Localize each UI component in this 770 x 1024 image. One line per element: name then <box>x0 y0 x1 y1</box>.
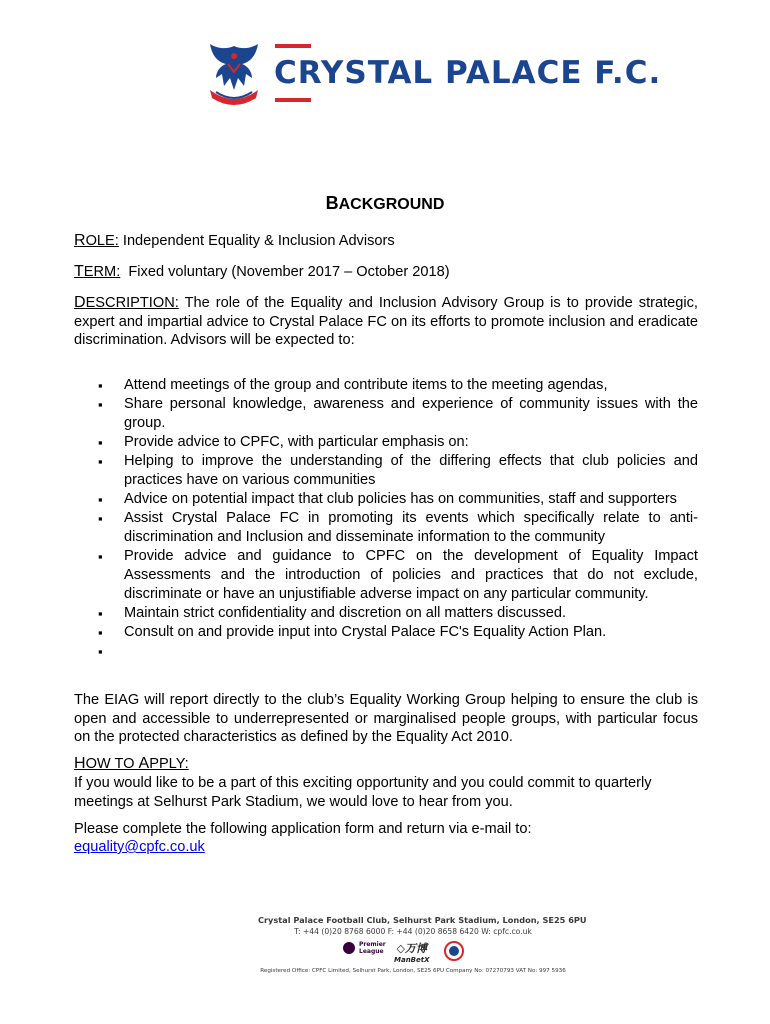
list-item: ▪ Maintain strict confidentiality and discretion on all matters discussed. <box>74 604 698 623</box>
term-label: TERM: <box>74 263 121 280</box>
list-item-empty <box>74 642 698 661</box>
logo-bar-top <box>275 44 311 48</box>
list-item: ▪ Assist Crystal Palace FC in promoting its events which specifically relate to anti-discrimination and Inclusion and disseminate information to the community <box>74 509 698 547</box>
description-paragraph <box>74 294 698 350</box>
list-item: ▪ Advice on potential impact that club policies has on communities, staff and supporters <box>74 490 698 509</box>
list-item: ▪ Share personal knowledge, awareness and experience of community issues with the group. <box>74 395 698 433</box>
term-line <box>74 263 450 281</box>
description-text: The role of the Equality and Inclusion Advisory Group is to provide strategic, expert and impartial advice to Crystal Palace FC on its efforts to promote inclusion and eradicate discrimination. Advisors will be expected to: <box>74 295 698 348</box>
club-logo <box>206 42 662 108</box>
how-to-apply-heading: HOW TO APPLY: <box>74 755 189 772</box>
lion-icon <box>342 940 356 956</box>
page-footer <box>258 915 587 974</box>
role-line <box>74 232 395 250</box>
list-item: ▪ Helping to improve the understanding of the differing effects that club policies and practices have on various communities <box>74 452 698 490</box>
eiag-paragraph: The EIAG will report directly to the club’s Equality Working Group helping to ensure the club is open and accessible to underrepresented or marginalised people groups, with particular focus on the protected characteristics as defined by the Equality Act 2010. <box>74 692 698 745</box>
description-label: DESCRIPTION: <box>74 294 179 311</box>
crest-small <box>444 940 464 966</box>
footer-registered: Registered Office: CPFC Limited, Selhurst Park, London, SE25 6PU Company No: 07270793 VAT No: 997 5936 <box>260 968 566 974</box>
role-label: ROLE: <box>74 232 119 249</box>
logo-bar-bottom <box>275 98 311 102</box>
term-value: Fixed voluntary (November 2017 – October 2018) <box>128 264 450 280</box>
footer-sponsors <box>258 940 568 966</box>
club-badge-icon <box>444 940 464 962</box>
role-value: Independent Equality & Inclusion Advisors <box>122 233 395 249</box>
list-item: ▪ Provide advice to CPFC, with particular emphasis on: <box>74 433 698 452</box>
footer-contact: T: +44 (0)20 8768 6000 F: +44 (0)20 8658 6420 W: cpfc.co.uk <box>294 927 532 936</box>
list-item: ▪ Consult on and provide input into Crystal Palace FC's Equality Action Plan. <box>74 623 698 642</box>
page-title: BACKGROUND <box>325 193 445 213</box>
email-link-line <box>74 838 205 856</box>
email-link[interactable]: equality@cpfc.co.uk <box>74 839 205 855</box>
footer-address: Crystal Palace Football Club, Selhurst Park Stadium, London, SE25 6PU <box>258 915 587 925</box>
application-text: Please complete the following application form and return via e-mail to: <box>74 821 532 837</box>
list-item: ▪ Provide advice and guidance to CPFC on the development of Equality Impact Assessments and the introduction of policies and practices that do not exclude, discriminate or have an unjustifiable adverse impact on any particular community. <box>74 547 698 604</box>
responsibilities-list <box>74 376 698 661</box>
manbetx-logo: ◇万博 ManBetX <box>394 942 430 964</box>
how-to-apply-text: If you would like to be a part of this exciting opportunity and you could commit to quarterly meetings at Selhurst Park Stadium, we would love to hear from you. <box>74 775 652 810</box>
club-wordmark: CRYSTAL PALACE F.C. <box>274 55 662 91</box>
premier-league-logo: Premier League <box>342 940 385 956</box>
eagle-crest-icon <box>206 42 262 108</box>
list-item: ▪ Attend meetings of the group and contribute items to the meeting agendas, <box>74 376 698 395</box>
